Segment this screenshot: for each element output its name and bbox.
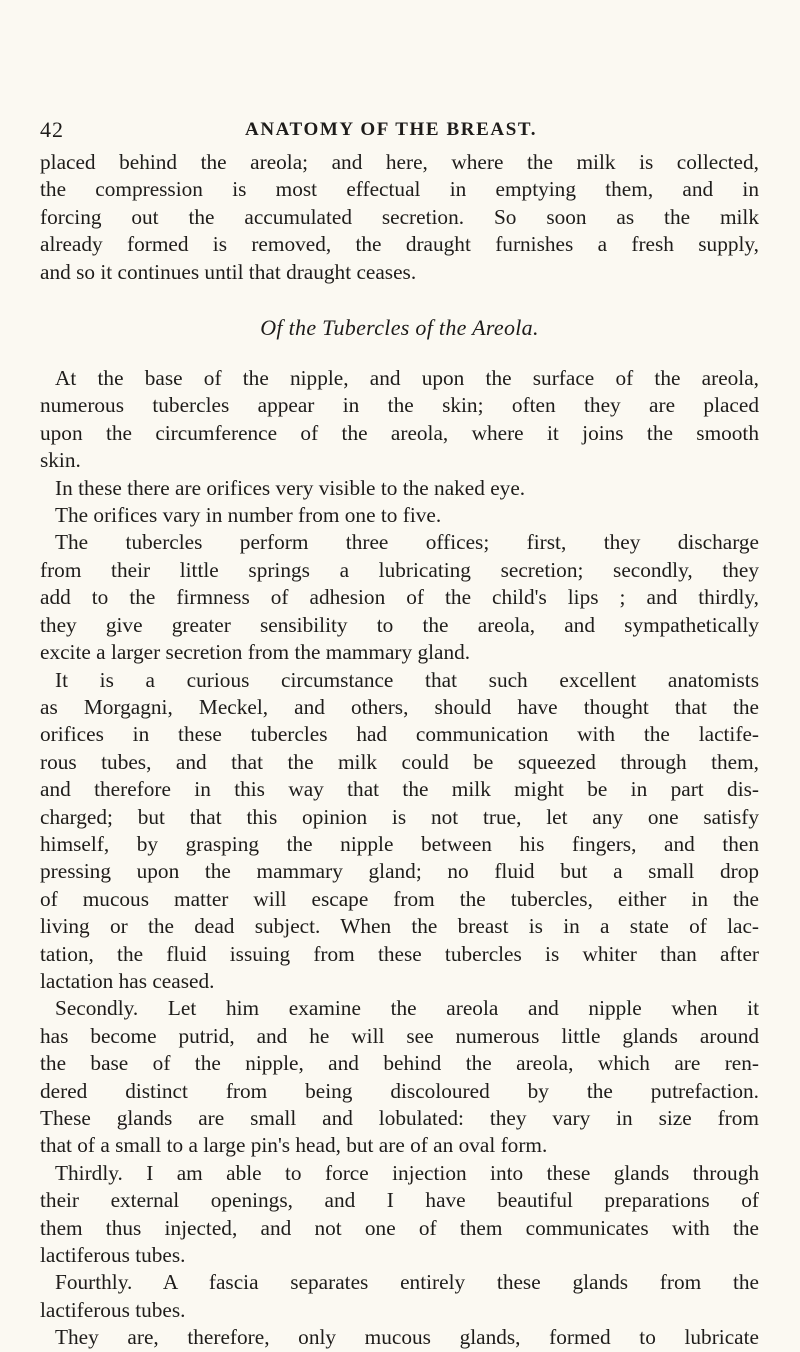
text-line: lactiferous tubes. [40, 1243, 186, 1268]
text-line: The orifices vary in number from one to five. [55, 503, 442, 528]
body-text [40, 149, 759, 1352]
text-line: rous tubes, and that the milk could be squeezed through them, [40, 749, 759, 774]
text-line: pressing upon the mammary gland; no fluid but a small drop [40, 859, 759, 884]
text-line: from their little springs a lubricating secretion; secondly, they [40, 557, 759, 582]
running-title: ANATOMY OF THE BREAST. [245, 119, 538, 140]
text-line: Thirdly. I am able to force injection into these glands through [55, 1160, 759, 1185]
text-line: These glands are small and lobulated: they vary in size from [40, 1106, 759, 1130]
text-line: himself, by grasping the nipple between his fingers, and then [40, 831, 759, 856]
text-line: excite a larger secretion from the mammary gland. [40, 640, 471, 665]
text-line: At the base of the nipple, and upon the surface of the areola, [55, 366, 759, 391]
text-line: tation, the fluid issuing from these tubercles is whiter than after [40, 941, 759, 966]
text-line: them thus injected, and not one of them communicates with the [40, 1215, 759, 1240]
text-line: they give greater sensibility to the areola, and sympathetically [40, 612, 759, 637]
text-line: lactiferous tubes. [40, 1297, 186, 1322]
text-line: lactation has ceased. [40, 968, 215, 993]
text-line: and so it continues until that draught ceases. [40, 259, 417, 284]
text-line: upon the circumference of the areola, where it joins the smooth [40, 420, 759, 445]
text-line: skin. [40, 448, 81, 473]
text-line: has become putrid, and he will see numerous little glands around [40, 1023, 759, 1048]
text-line: living or the dead subject. When the breast is in a state of lac- [40, 914, 759, 939]
text-line: as Morgagni, Meckel, and others, should have thought that the [40, 694, 759, 719]
running-head [40, 115, 760, 145]
text-line: dered distinct from being discoloured by the putrefaction. [40, 1078, 759, 1103]
text-line: that of a small to a large pin's head, but are of an oval form. [40, 1133, 548, 1158]
text-line: of mucous matter will escape from the tubercles, either in the [40, 886, 759, 911]
text-line: placed behind the areola; and here, where the milk is collected, [40, 150, 759, 174]
text-line: forcing out the accumulated secretion. So soon as the milk [40, 204, 759, 229]
text-line: their external openings, and I have beautiful preparations of [40, 1188, 759, 1213]
text-line: charged; but that this opinion is not true, let any one satisfy [40, 804, 759, 829]
text-line: They are, therefore, only mucous glands, formed to lubricate [55, 1325, 759, 1350]
text-line: numerous tubercles appear in the skin; often they are placed [40, 393, 759, 418]
section-heading: Of the Tubercles of the Areola. [260, 315, 539, 341]
text-line: It is a curious circumstance that such excellent anatomists [55, 667, 759, 692]
text-line: and therefore in this way that the milk might be in part dis- [40, 777, 759, 802]
text-line: In these there are orifices very visible to the naked eye. [55, 475, 526, 500]
text-line: Fourthly. A fascia separates entirely these glands from the [55, 1270, 759, 1295]
text-line: Secondly. Let him examine the areola and nipple when it [55, 996, 759, 1021]
text-line: The tubercles perform three offices; first, they discharge [55, 530, 759, 555]
text-line: the compression is most effectual in emptying them, and in [40, 177, 759, 202]
text-line: orifices in these tubercles had communication with the lactife- [40, 722, 759, 747]
text-line: already formed is removed, the draught furnishes a fresh supply, [40, 232, 759, 257]
page-number: 42 [40, 117, 64, 142]
text-line: the base of the nipple, and behind the areola, which are ren- [40, 1051, 759, 1076]
text-line: add to the firmness of adhesion of the child's lips ; and thirdly, [40, 585, 759, 610]
